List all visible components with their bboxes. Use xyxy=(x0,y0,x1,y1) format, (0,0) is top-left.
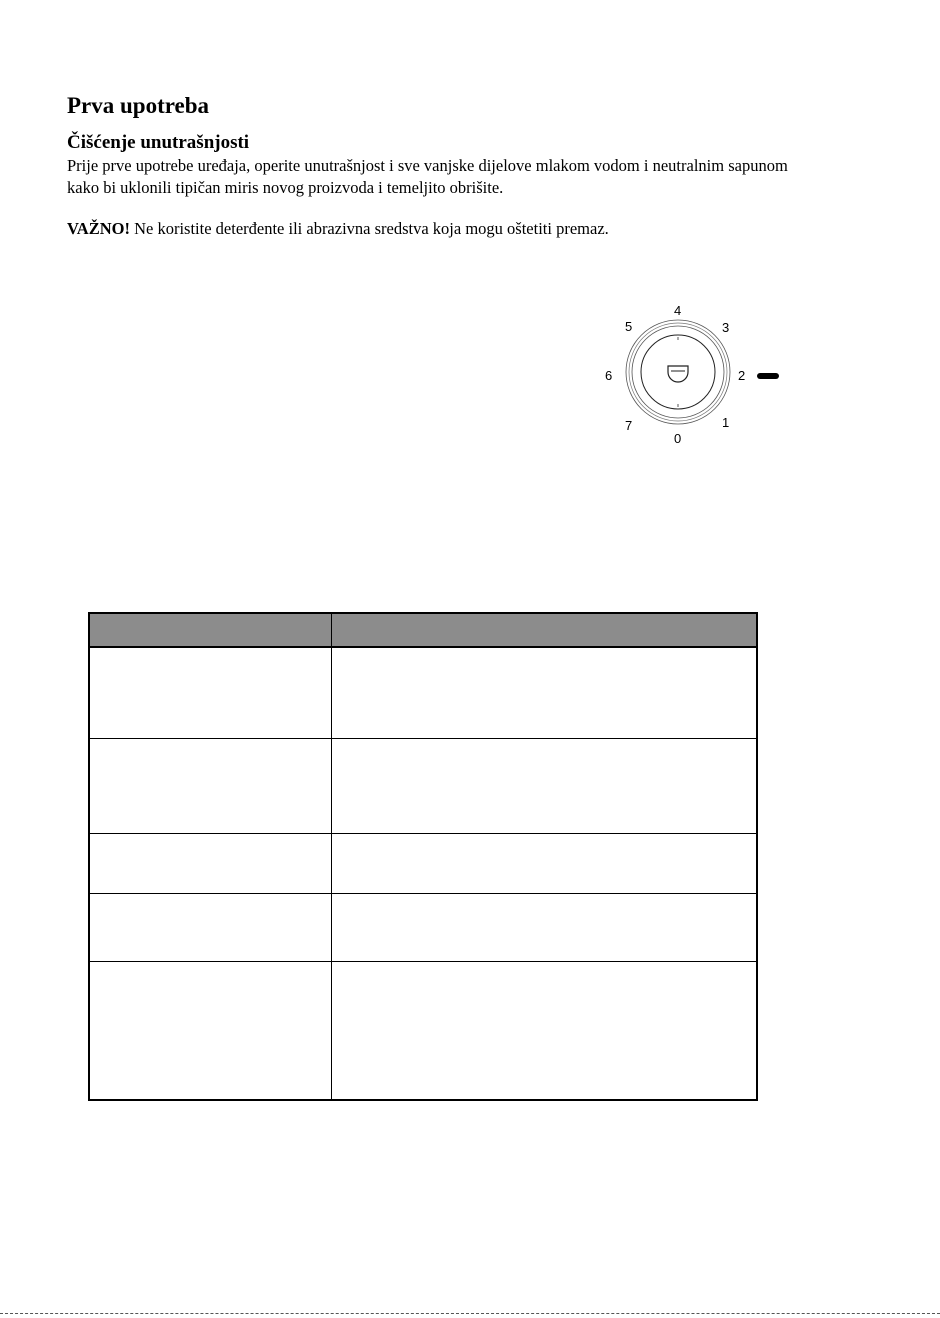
table-header-row xyxy=(89,613,757,647)
section-title: Čišćenje unutrašnjosti xyxy=(67,132,250,153)
settings-table xyxy=(88,612,758,1101)
table-row xyxy=(89,962,757,1101)
table-header-cell xyxy=(332,613,758,647)
dial-label-5: 5 xyxy=(625,319,633,334)
table-cell xyxy=(89,834,332,894)
table-cell xyxy=(332,739,758,834)
page-bottom-divider xyxy=(0,1313,940,1314)
setting-pointer-icon xyxy=(757,373,779,379)
important-text: Ne koristite deterđente ili abrazivna sredstva koja mogu oštetiti premaz. xyxy=(129,219,609,238)
dial-label-2: 2 xyxy=(738,368,746,383)
dial-label-6: 6 xyxy=(605,368,613,383)
table-cell xyxy=(89,894,332,962)
table-cell xyxy=(89,739,332,834)
table-row xyxy=(89,739,757,834)
table-row xyxy=(89,894,757,962)
table-row xyxy=(89,647,757,739)
dial-label-0: 0 xyxy=(674,431,682,446)
thermostat-dial-figure xyxy=(596,300,786,452)
table-cell xyxy=(89,962,332,1101)
table-header-cell xyxy=(89,613,332,647)
page-title: Prva upotreba xyxy=(67,93,210,118)
table-cell xyxy=(332,962,758,1101)
table-cell xyxy=(89,647,332,739)
table-row xyxy=(89,834,757,894)
important-note xyxy=(67,218,609,240)
dial-label-1: 1 xyxy=(722,415,730,430)
dial-label-4: 4 xyxy=(674,303,682,318)
important-label: VAŽNO! xyxy=(67,219,130,238)
table-cell xyxy=(332,894,758,962)
cleaning-paragraph: Prije prve upotrebe uređaja, operite unutrašnjost i sve vanjske dijelove mlakom vodom i neutralnim sapunom kako bi uklonili tipičan miris novog proizvoda i temeljito obrišite. xyxy=(67,156,788,197)
dial-label-3: 3 xyxy=(722,320,730,335)
table-cell xyxy=(332,647,758,739)
thermostat-knob-icon xyxy=(626,320,730,424)
dial-label-7: 7 xyxy=(625,418,633,433)
table-cell xyxy=(332,834,758,894)
